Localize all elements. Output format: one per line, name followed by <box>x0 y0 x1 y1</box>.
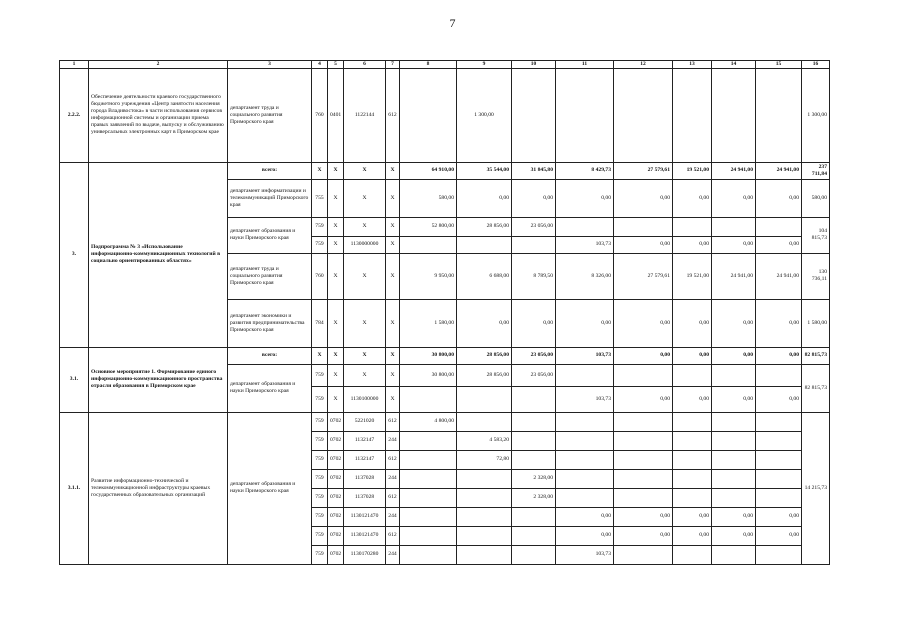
cell <box>614 68 673 162</box>
cell: 0,00 <box>614 507 673 526</box>
cell: 0,00 <box>614 236 673 253</box>
cell: 23 056,00 <box>512 217 556 236</box>
cell <box>457 236 512 253</box>
cell: 1 300,00 <box>802 68 830 162</box>
cell: 759 <box>312 431 328 450</box>
cell <box>400 469 457 488</box>
table-row <box>60 162 830 179</box>
total-label: всего: <box>228 162 312 179</box>
cell <box>457 488 512 507</box>
cell: 8 326,00 <box>556 253 614 299</box>
cell: 0,00 <box>756 236 802 253</box>
cell: X <box>344 179 386 217</box>
cell: 0,00 <box>712 507 756 526</box>
cell: X <box>344 299 386 347</box>
cell: 580,00 <box>400 179 457 217</box>
cell <box>614 450 673 469</box>
cell <box>712 450 756 469</box>
cell: 8 789,50 <box>512 253 556 299</box>
cell: 24 941,00 <box>756 253 802 299</box>
cell: 64 910,00 <box>400 162 457 179</box>
cell <box>556 431 614 450</box>
item-name: Развитие информационно-технической и телекоммуникационной инфраструктуры краевых государственных образовательных организаций <box>89 412 228 564</box>
cell <box>673 450 712 469</box>
cell: 0,00 <box>673 299 712 347</box>
cell: 130 736,11 <box>802 253 830 299</box>
header-cell: 12 <box>614 61 673 69</box>
cell <box>556 469 614 488</box>
item-name: Обеспечение деятельности краевого государственного бюджетного учреждения «Центр занятости населения города Владивостока» в части использования сервисов информационной системы и организации приема правых заявлений по выдаче, выпуску и обслуживанию универсальных электронных карт в Приморском крае <box>89 68 228 162</box>
cell: 0702 <box>328 545 344 564</box>
cell <box>556 488 614 507</box>
cell <box>756 450 802 469</box>
cell: 612 <box>386 526 400 545</box>
cell <box>673 217 712 236</box>
cell <box>556 412 614 431</box>
cell <box>556 68 614 162</box>
cell: X <box>344 162 386 179</box>
cell: 0,00 <box>756 507 802 526</box>
cell: 1 300,00 <box>457 68 512 162</box>
cell: 0702 <box>328 526 344 545</box>
cell: 0702 <box>328 450 344 469</box>
cell: 759 <box>312 217 328 236</box>
cell: X <box>328 162 344 179</box>
cell: 0702 <box>328 488 344 507</box>
cell: X <box>344 364 386 386</box>
cell: 1130000000 <box>344 236 386 253</box>
cell: 244 <box>386 507 400 526</box>
cell: 759 <box>312 450 328 469</box>
cell: 24 941,00 <box>712 253 756 299</box>
cell <box>712 217 756 236</box>
cell <box>712 431 756 450</box>
cell <box>457 526 512 545</box>
table-row <box>60 412 830 431</box>
cell: 2 328,00 <box>512 488 556 507</box>
cell: X <box>386 386 400 412</box>
cell: 0,00 <box>673 386 712 412</box>
cell: 612 <box>386 68 400 162</box>
cell <box>756 68 802 162</box>
cell: 0,00 <box>712 347 756 364</box>
cell: 0,00 <box>614 179 673 217</box>
cell: 82 815,73 <box>802 347 830 364</box>
cell: 0,00 <box>673 526 712 545</box>
cell <box>756 412 802 431</box>
cell: 24 941,00 <box>756 162 802 179</box>
cell: 103,73 <box>556 386 614 412</box>
cell: 0702 <box>328 412 344 431</box>
page-number: 7 <box>449 16 456 30</box>
cell <box>614 545 673 564</box>
cell <box>756 469 802 488</box>
cell <box>512 386 556 412</box>
cell: 244 <box>386 469 400 488</box>
cell: 0,00 <box>673 507 712 526</box>
cell: 30 800,00 <box>400 347 457 364</box>
cell: X <box>344 347 386 364</box>
cell <box>556 364 614 386</box>
cell: 0,00 <box>614 386 673 412</box>
cell: 28 856,00 <box>457 347 512 364</box>
department: департамент информатизации и телекоммуникаций Приморского края <box>228 179 312 217</box>
header-cell: 7 <box>386 61 400 69</box>
cell: 2 328,00 <box>512 469 556 488</box>
cell: 0,00 <box>756 386 802 412</box>
cell: X <box>328 386 344 412</box>
cell: 4 800,00 <box>400 412 457 431</box>
item-number: 2.2.2. <box>60 68 89 162</box>
cell: 612 <box>386 488 400 507</box>
header-cell: 11 <box>556 61 614 69</box>
cell: 1132147 <box>344 450 386 469</box>
department: департамент труда и социального развития Приморского края <box>228 253 312 299</box>
department: департамент образования и науки Приморского края <box>228 217 312 253</box>
header-cell: 15 <box>756 61 802 69</box>
cell <box>756 545 802 564</box>
cell: 0,00 <box>756 179 802 217</box>
cell <box>614 469 673 488</box>
cell: X <box>312 162 328 179</box>
cell: 23 056,00 <box>512 364 556 386</box>
cell: 0,00 <box>556 179 614 217</box>
cell: 1130100000 <box>344 386 386 412</box>
cell: 759 <box>312 236 328 253</box>
cell: X <box>386 347 400 364</box>
cell: 0,00 <box>457 179 512 217</box>
cell: X <box>312 347 328 364</box>
cell <box>400 488 457 507</box>
cell: 5221020 <box>344 412 386 431</box>
cell: X <box>386 217 400 236</box>
cell: X <box>328 236 344 253</box>
cell: 1130170280 <box>344 545 386 564</box>
cell: 759 <box>312 545 328 564</box>
cell: 755 <box>312 179 328 217</box>
cell: 0,00 <box>756 299 802 347</box>
cell: 0,00 <box>556 526 614 545</box>
cell: 580,00 <box>802 179 830 217</box>
cell <box>512 450 556 469</box>
cell <box>756 431 802 450</box>
cell: 237 711,84 <box>802 162 830 179</box>
header-cell: 6 <box>344 61 386 69</box>
department: департамент экономики и развития предпринимательства Приморского края <box>228 299 312 347</box>
cell: 0,00 <box>756 526 802 545</box>
item-name: Основное мероприятие 1. Формирование единого информационно-коммуникационного пространства отрасли образования в Приморском крае <box>89 347 228 412</box>
cell: X <box>328 299 344 347</box>
item-number: 3.1. <box>60 347 89 412</box>
cell: 28 856,00 <box>457 364 512 386</box>
cell: X <box>328 347 344 364</box>
header-cell: 8 <box>400 61 457 69</box>
item-number: 3.1.1. <box>60 412 89 564</box>
cell <box>512 236 556 253</box>
cell <box>556 450 614 469</box>
cell <box>457 412 512 431</box>
cell: 104 815,73 <box>802 217 830 253</box>
cell <box>614 217 673 236</box>
cell: 0,00 <box>614 347 673 364</box>
header-cell: 9 <box>457 61 512 69</box>
cell <box>512 526 556 545</box>
header-row <box>60 61 830 69</box>
header-cell: 4 <box>312 61 328 69</box>
cell <box>712 68 756 162</box>
cell <box>556 217 614 236</box>
cell: 760 <box>312 253 328 299</box>
item-number: 3. <box>60 162 89 347</box>
cell: 1 580,00 <box>802 299 830 347</box>
header-cell: 1 <box>60 61 89 69</box>
cell: X <box>386 364 400 386</box>
cell <box>673 412 712 431</box>
cell <box>512 431 556 450</box>
cell: 759 <box>312 386 328 412</box>
cell: 0,00 <box>712 386 756 412</box>
cell <box>400 450 457 469</box>
cell: 19 521,00 <box>673 253 712 299</box>
header-cell: 5 <box>328 61 344 69</box>
cell <box>457 386 512 412</box>
cell: 103,73 <box>556 545 614 564</box>
cell: X <box>328 217 344 236</box>
cell: 103,73 <box>556 347 614 364</box>
cell: 31 845,80 <box>512 162 556 179</box>
cell: 0,00 <box>556 507 614 526</box>
cell <box>712 469 756 488</box>
cell: 0,00 <box>614 526 673 545</box>
cell <box>457 545 512 564</box>
cell: X <box>344 217 386 236</box>
cell: 0401 <box>328 68 344 162</box>
cell: 4 583,20 <box>457 431 512 450</box>
header-cell: 13 <box>673 61 712 69</box>
cell: 1137028 <box>344 488 386 507</box>
cell: 0,00 <box>673 236 712 253</box>
cell <box>673 431 712 450</box>
cell: 27 579,61 <box>614 162 673 179</box>
cell: 0,00 <box>712 179 756 217</box>
cell: 1132147 <box>344 431 386 450</box>
cell <box>512 507 556 526</box>
cell <box>512 412 556 431</box>
department: департамент образования и науки Приморского края <box>228 412 312 564</box>
cell: 19 521,00 <box>673 162 712 179</box>
cell: 72,80 <box>457 450 512 469</box>
cell: X <box>344 253 386 299</box>
cell: 103,73 <box>556 236 614 253</box>
cell: 0,00 <box>712 236 756 253</box>
cell <box>614 488 673 507</box>
cell: 760 <box>312 68 328 162</box>
cell: 0,00 <box>756 347 802 364</box>
cell: 1137028 <box>344 469 386 488</box>
header-cell: 10 <box>512 61 556 69</box>
cell <box>712 364 756 386</box>
cell: X <box>386 236 400 253</box>
cell: 0702 <box>328 507 344 526</box>
cell: 0702 <box>328 431 344 450</box>
cell: 0702 <box>328 469 344 488</box>
cell <box>614 431 673 450</box>
cell: 52 800,00 <box>400 217 457 236</box>
cell <box>673 488 712 507</box>
cell <box>400 386 457 412</box>
cell: X <box>328 179 344 217</box>
cell: 0,00 <box>457 299 512 347</box>
cell: 1130121470 <box>344 507 386 526</box>
department: департамент труда и социального развития Приморского края <box>228 68 312 162</box>
cell <box>400 545 457 564</box>
header-cell: 2 <box>89 61 228 69</box>
table-row <box>60 68 830 162</box>
cell <box>400 68 457 162</box>
budget-table <box>59 60 830 565</box>
cell: 244 <box>386 431 400 450</box>
cell: 759 <box>312 526 328 545</box>
cell: X <box>328 364 344 386</box>
cell: 759 <box>312 488 328 507</box>
cell <box>400 507 457 526</box>
cell: 0,00 <box>614 299 673 347</box>
cell: X <box>386 299 400 347</box>
cell <box>756 364 802 386</box>
cell <box>712 545 756 564</box>
item-name: Подпрограмма № 3 «Использование информационно-коммуникационных технологий в социально ориентированных областях» <box>89 162 228 347</box>
cell: 759 <box>312 412 328 431</box>
cell: X <box>386 179 400 217</box>
cell: 0,00 <box>512 299 556 347</box>
cell: 0,00 <box>712 299 756 347</box>
cell: 0,00 <box>673 347 712 364</box>
cell <box>457 469 512 488</box>
cell: 1130121470 <box>344 526 386 545</box>
cell: 24 941,00 <box>712 162 756 179</box>
cell: 1122144 <box>344 68 386 162</box>
cell: 27 579,61 <box>614 253 673 299</box>
cell <box>673 469 712 488</box>
cell: 0,00 <box>673 179 712 217</box>
cell: 759 <box>312 507 328 526</box>
cell: X <box>328 253 344 299</box>
cell <box>400 236 457 253</box>
cell <box>712 412 756 431</box>
cell: 23 056,00 <box>512 347 556 364</box>
header-cell: 16 <box>802 61 830 69</box>
cell: 759 <box>312 364 328 386</box>
cell: 0,00 <box>712 526 756 545</box>
department: департамент образования и науки Приморского края <box>228 364 312 412</box>
cell: 14 215,73 <box>802 412 830 564</box>
cell: 9 950,00 <box>400 253 457 299</box>
cell: 35 544,00 <box>457 162 512 179</box>
cell: 612 <box>386 450 400 469</box>
cell: 8 429,73 <box>556 162 614 179</box>
cell: 6 688,00 <box>457 253 512 299</box>
cell <box>400 526 457 545</box>
cell <box>614 364 673 386</box>
header-cell: 3 <box>228 61 312 69</box>
cell <box>756 488 802 507</box>
cell: 28 856,00 <box>457 217 512 236</box>
cell <box>512 545 556 564</box>
cell <box>673 545 712 564</box>
cell: 30 800,00 <box>400 364 457 386</box>
cell: 759 <box>312 469 328 488</box>
total-label: всего: <box>228 347 312 364</box>
cell <box>756 217 802 236</box>
cell <box>457 507 512 526</box>
table-row <box>60 347 830 364</box>
cell: X <box>386 253 400 299</box>
cell: 82 815,73 <box>802 364 830 412</box>
cell: 0,00 <box>512 179 556 217</box>
cell <box>614 412 673 431</box>
cell: 612 <box>386 412 400 431</box>
cell: 784 <box>312 299 328 347</box>
cell: X <box>386 162 400 179</box>
cell: 1 580,00 <box>400 299 457 347</box>
cell: 244 <box>386 545 400 564</box>
cell <box>673 364 712 386</box>
cell <box>712 488 756 507</box>
cell <box>400 431 457 450</box>
cell <box>512 68 556 162</box>
cell <box>673 68 712 162</box>
header-cell: 14 <box>712 61 756 69</box>
cell: 0,00 <box>556 299 614 347</box>
